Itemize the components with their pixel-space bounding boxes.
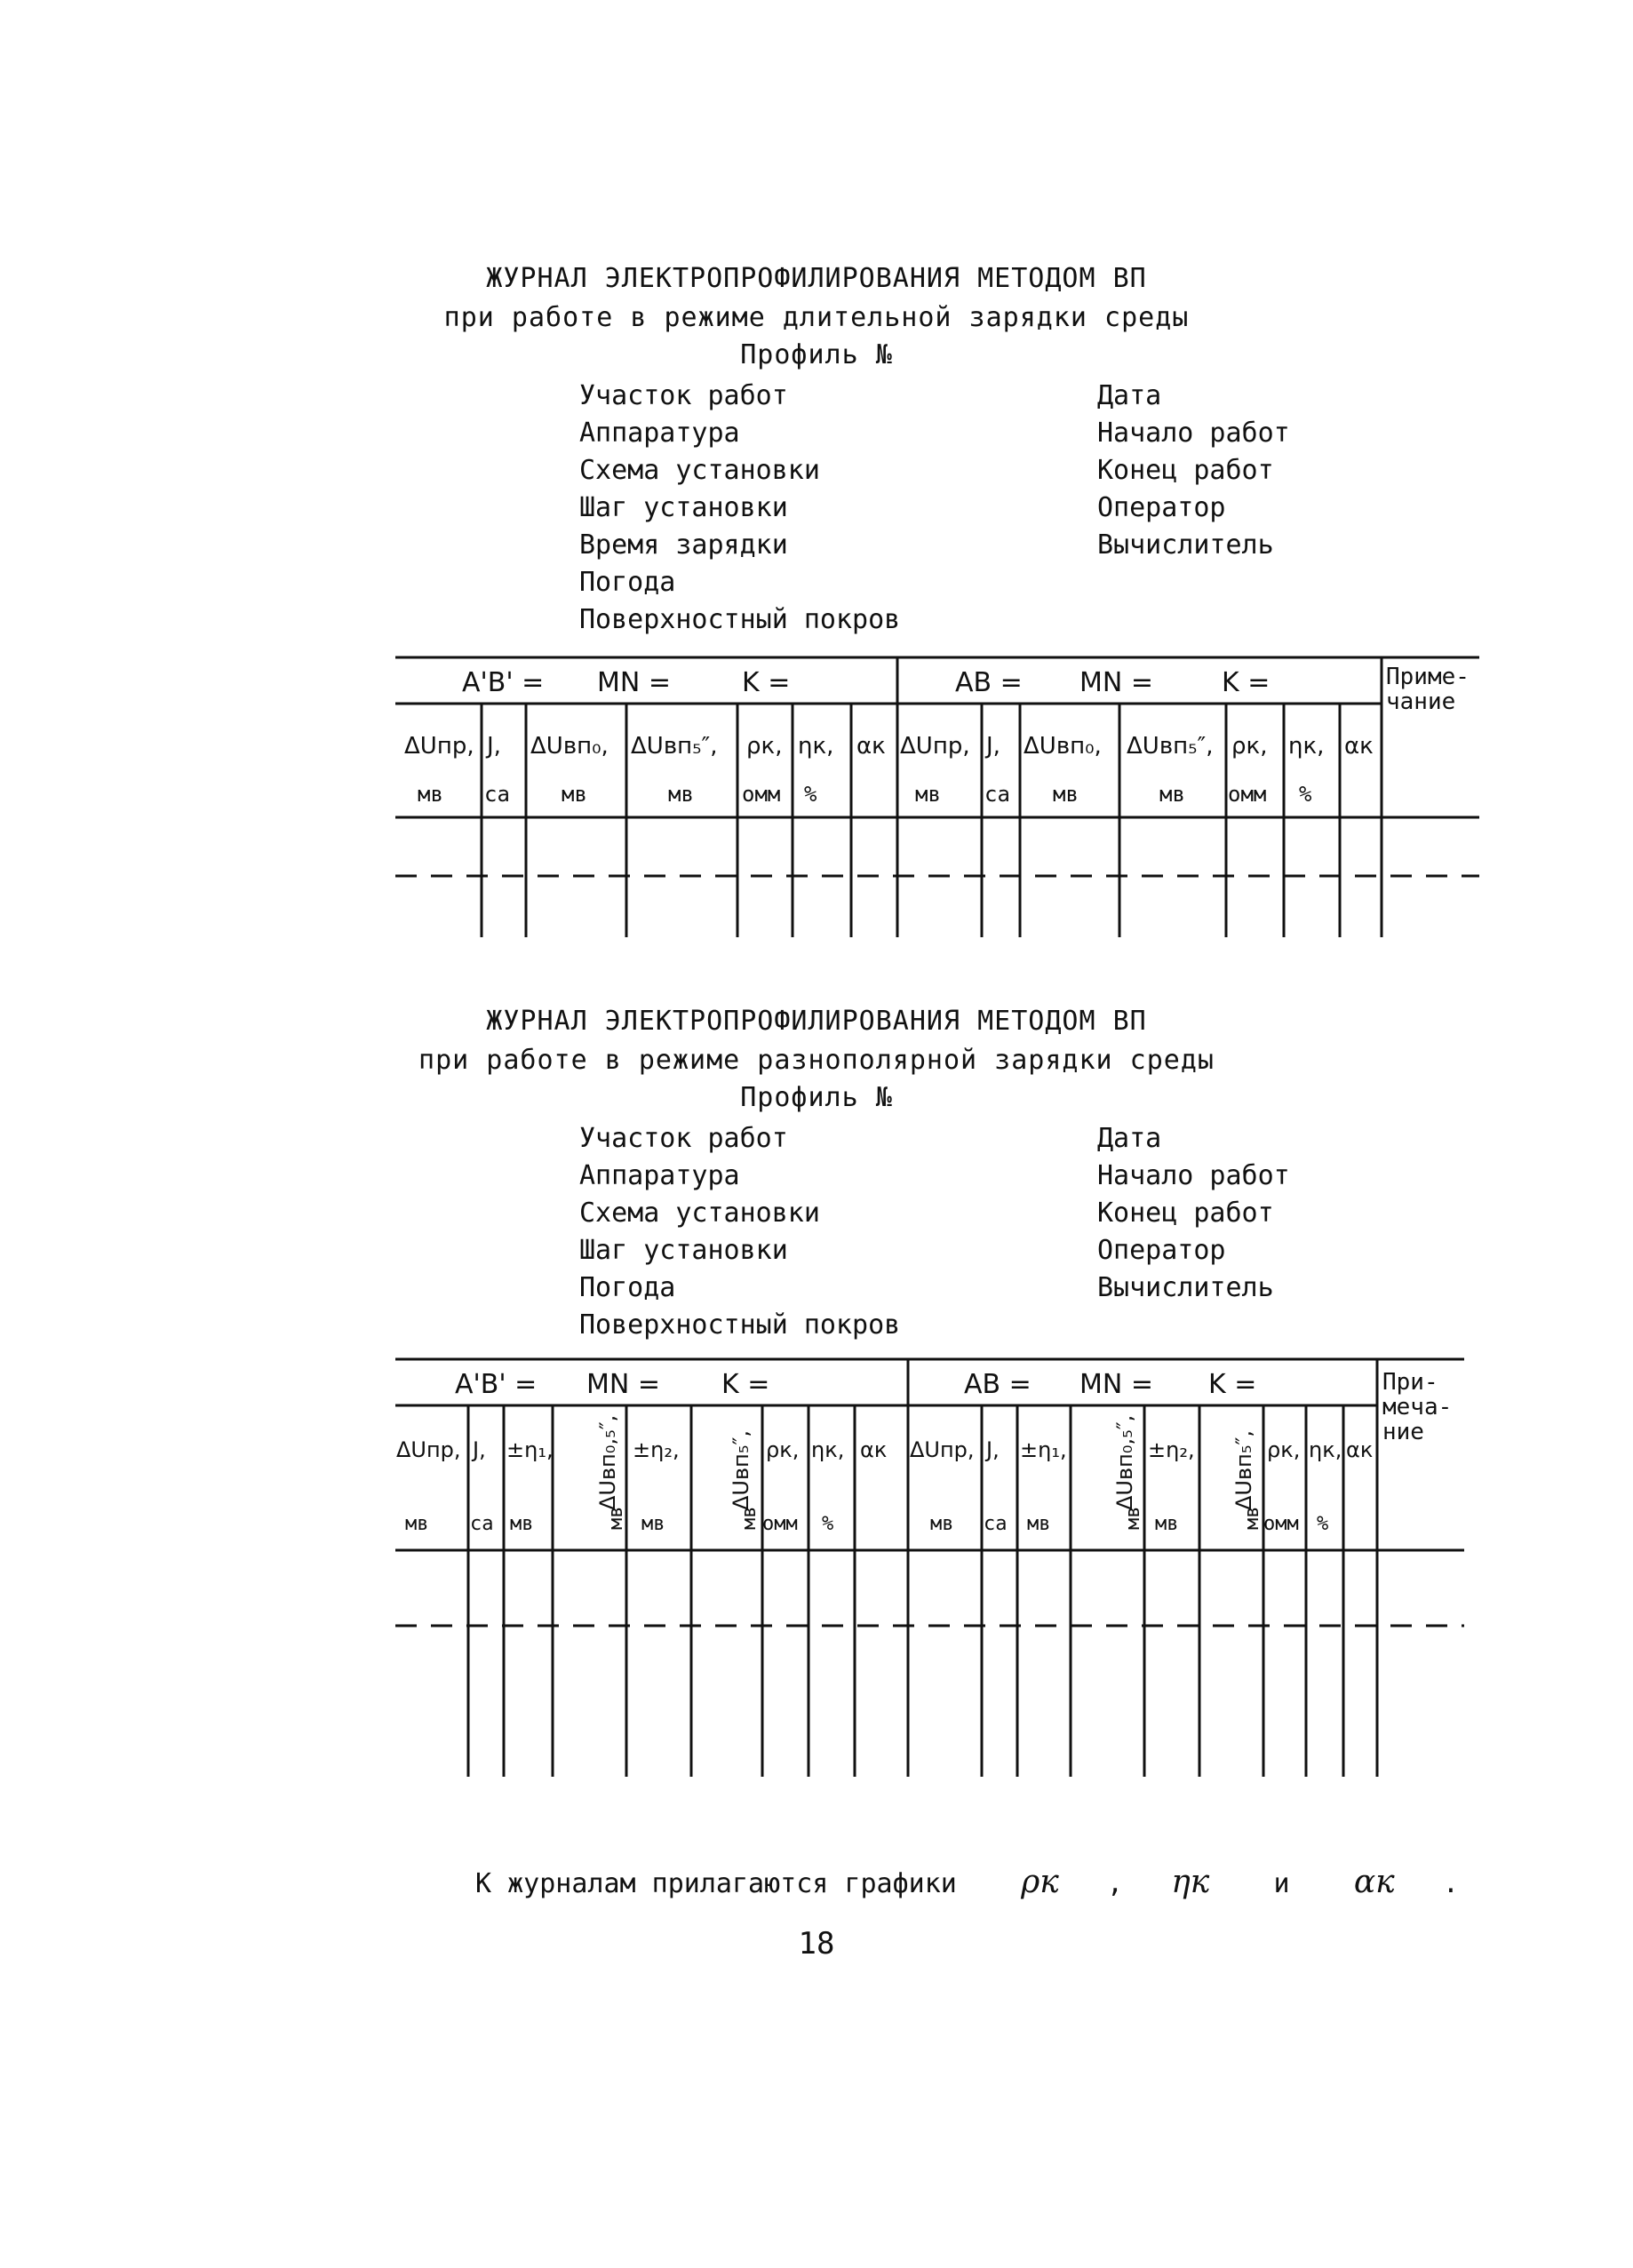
unit-label: %: [822, 1513, 834, 1535]
unit-label: омм: [742, 782, 781, 807]
group-label: MN =: [586, 1369, 660, 1400]
field-label: Конец работ: [1097, 455, 1274, 486]
unit-label: мв: [738, 1506, 761, 1530]
param-label: ΔUпр,: [900, 733, 970, 760]
unit-label: мв: [562, 782, 587, 807]
group-label: MN =: [597, 667, 671, 698]
journal2-profile: Профиль №: [740, 1082, 893, 1113]
param-label: ηк,: [811, 1437, 845, 1462]
param-label: J,: [473, 1437, 486, 1462]
param-label: αк: [856, 733, 886, 760]
param-label: ΔUвп₅″,: [729, 1429, 753, 1510]
field-label: Дата: [1097, 1123, 1162, 1154]
param-label: ΔUвп₀,₅″,: [1112, 1414, 1137, 1510]
param-label: αк: [1346, 1437, 1374, 1462]
field-label: Схема установки: [579, 1198, 820, 1229]
unit-label: мв: [418, 782, 443, 807]
param-label: ΔUпр,: [404, 733, 474, 760]
param-label: ±η₁,: [506, 1437, 554, 1462]
param-label: ρк,: [766, 1437, 800, 1462]
field-label: Участок работ: [579, 1123, 788, 1154]
group-label: AB =: [964, 1369, 1032, 1400]
unit-label: ca: [984, 782, 1010, 807]
group-label: MN =: [1079, 1369, 1153, 1400]
group-label: MN =: [1079, 667, 1153, 698]
param-label: αк: [1344, 733, 1374, 760]
footer-and: и: [1273, 1868, 1290, 1899]
unit-label: омм: [762, 1513, 798, 1535]
group-label: A'B' =: [462, 667, 545, 698]
unit-label: мв: [1053, 782, 1079, 807]
unit-label: мв: [605, 1506, 627, 1530]
param-label: J,: [986, 1437, 1000, 1462]
field-label: Шаг установки: [579, 1235, 788, 1266]
field-label: Участок работ: [579, 380, 788, 411]
unit-label: мв: [915, 782, 941, 807]
unit-label: мв: [405, 1513, 429, 1535]
field-label: Схема установки: [579, 455, 820, 486]
field-label: Поверхностный покров: [579, 1309, 901, 1341]
group-label: K =: [1208, 1369, 1257, 1400]
field-label: Оператор: [1097, 492, 1226, 523]
field-label: Шаг установки: [579, 492, 788, 523]
field-label: Поверхностный покров: [579, 604, 901, 635]
field-label: Аппаратура: [579, 1160, 740, 1191]
journal1-subtitle: при работе в режиме длительной зарядки среды: [443, 302, 1190, 333]
field-label: Начало работ: [1097, 1160, 1290, 1191]
group-label: A'B' =: [455, 1369, 538, 1400]
eta-symbol: ηк: [1171, 1864, 1210, 1900]
footer-period: .: [1442, 1868, 1459, 1899]
page-number: 18: [798, 1926, 835, 1962]
param-label: ΔUвп₀,: [1024, 733, 1102, 760]
param-label: ΔUвп₅″,: [1231, 1429, 1256, 1510]
journal2-title: ЖУРНАЛ ЭЛЕКТРОПРОФИЛИРОВАНИЯ МЕТОДОМ ВП: [486, 1006, 1147, 1037]
group-label: K =: [1222, 667, 1271, 698]
alpha-symbol: αк: [1353, 1864, 1395, 1900]
unit-label: мв: [1159, 782, 1185, 807]
unit-label: мв: [1122, 1506, 1144, 1530]
field-label: Оператор: [1097, 1235, 1226, 1266]
unit-label: %: [1317, 1513, 1329, 1535]
field-label: Время зарядки: [579, 529, 788, 561]
param-label: ΔUпр,: [910, 1437, 975, 1462]
note-header: ние: [1382, 1419, 1424, 1445]
param-label: αк: [860, 1437, 888, 1462]
param-label: ΔUвп₀,: [530, 733, 609, 760]
unit-label: мв: [930, 1513, 954, 1535]
field-label: Дата: [1097, 380, 1162, 411]
param-label: ΔUвп₅″,: [631, 733, 718, 760]
param-label: ΔUвп₅″,: [1127, 733, 1214, 760]
unit-label: ca: [470, 1513, 494, 1535]
note-header: При-: [1382, 1369, 1438, 1396]
field-label: Начало работ: [1097, 418, 1290, 449]
param-label: ±η₂,: [1148, 1437, 1195, 1462]
param-label: ηк,: [1288, 733, 1325, 760]
param-label: ρк,: [1231, 733, 1268, 760]
param-label: ηк,: [1309, 1437, 1342, 1462]
note-header: меча-: [1382, 1394, 1453, 1420]
param-label: ΔUпр,: [396, 1437, 461, 1462]
unit-label: мв: [1241, 1506, 1263, 1530]
param-label: ±η₂,: [633, 1437, 680, 1462]
journal1-title: ЖУРНАЛ ЭЛЕКТРОПРОФИЛИРОВАНИЯ МЕТОДОМ ВП: [486, 263, 1147, 294]
field-label: Конец работ: [1097, 1198, 1274, 1229]
unit-label: мв: [668, 782, 694, 807]
field-label: Вычислитель: [1097, 1272, 1274, 1303]
param-label: ±η₁,: [1020, 1437, 1067, 1462]
group-label: K =: [721, 1369, 770, 1400]
field-label: Вычислитель: [1097, 529, 1274, 561]
unit-label: мв: [1155, 1513, 1179, 1535]
journal1-profile: Профиль №: [740, 339, 893, 370]
footer-note: [475, 1864, 1459, 1900]
unit-label: ca: [984, 1513, 1008, 1535]
unit-label: мв: [510, 1513, 534, 1535]
field-label: Погода: [579, 567, 676, 598]
group-label: AB =: [955, 667, 1023, 698]
param-label: ηк,: [798, 733, 834, 760]
note-header: чание: [1386, 688, 1456, 715]
footer-text: К журналам прилагаются графики: [475, 1868, 957, 1899]
field-label: Погода: [579, 1272, 676, 1303]
note-header: Приме-: [1386, 664, 1470, 690]
unit-label: омм: [1228, 782, 1267, 807]
unit-label: омм: [1263, 1513, 1299, 1535]
unit-label: %: [804, 782, 817, 807]
unit-label: ca: [484, 782, 510, 807]
unit-label: %: [1299, 782, 1312, 807]
unit-label: мв: [641, 1513, 665, 1535]
param-label: ρк,: [1267, 1437, 1301, 1462]
param-label: ΔUвп₀,₅″,: [595, 1414, 620, 1510]
param-label: J,: [487, 733, 501, 760]
rho-symbol: ρк: [1021, 1864, 1059, 1900]
journal2-subtitle: при работе в режиме разнополярной зарядки среды: [418, 1045, 1215, 1076]
unit-label: мв: [1027, 1513, 1051, 1535]
footer-comma: ,: [1106, 1868, 1124, 1899]
field-label: Аппаратура: [579, 418, 740, 449]
param-label: ρк,: [746, 733, 783, 760]
param-label: J,: [986, 733, 1000, 760]
group-label: K =: [742, 667, 791, 698]
